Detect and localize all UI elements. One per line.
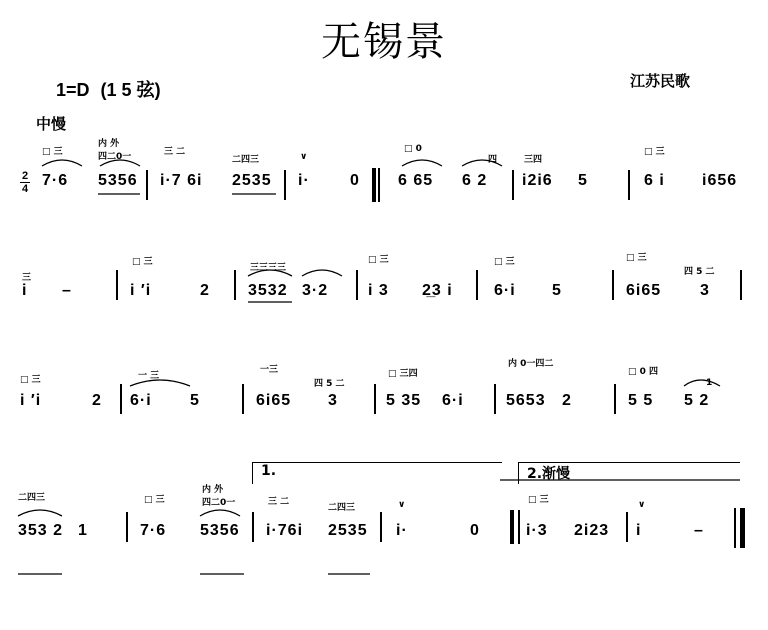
note-group: 5 2: [684, 392, 710, 409]
fingering-mark: □ 三: [626, 253, 647, 263]
time-sig-denominator: 4: [21, 183, 29, 195]
slur: [302, 270, 342, 276]
slur: [402, 160, 442, 166]
note-group: 6 2: [462, 172, 488, 189]
note-group: 2: [200, 282, 210, 299]
fingering-mark: □ 三: [144, 495, 165, 505]
note-group: 5 5: [628, 392, 654, 409]
note-group: i: [22, 282, 28, 299]
note-group: i·3: [526, 522, 548, 539]
fingering-mark: □ 三: [528, 495, 549, 505]
note-group: i·76i: [266, 522, 304, 539]
key-label: 1=D: [56, 80, 90, 100]
note-group: 3·2: [302, 282, 329, 299]
note-group: 0: [350, 172, 360, 189]
fingering-mark: 二四三: [232, 155, 260, 165]
note-group: 6i65: [626, 282, 662, 299]
fingering-mark: □ 三: [368, 255, 389, 265]
fingering-mark: □ 三: [494, 257, 515, 267]
note-group: 5: [190, 392, 200, 409]
fingering-mark: □ 三: [20, 375, 41, 385]
slur: [42, 160, 82, 166]
note-group: 6 i: [644, 172, 665, 189]
note-group: 7·6: [140, 522, 167, 539]
note-group: –: [62, 282, 72, 299]
note-group: 5356: [98, 172, 138, 189]
note-group: 0: [470, 522, 480, 539]
fingering-mark: 四 5 二: [314, 379, 345, 389]
note-group: 1: [78, 522, 88, 539]
note-group: 3: [328, 392, 338, 409]
fingering-mark: □ 三四: [388, 369, 418, 379]
note-group: 6 65: [398, 172, 434, 189]
note-group: 5 35: [386, 392, 422, 409]
fingering-mark: 三: [22, 273, 32, 283]
fingering-mark: 四 5 二: [684, 267, 715, 277]
fingering-mark: 二四三: [328, 503, 356, 513]
slur: [462, 160, 502, 166]
fingering-mark: 四: [488, 155, 498, 165]
fingering-mark: 内 外 四二0一: [202, 485, 236, 508]
fingering-mark: □ 三: [42, 147, 63, 157]
note-group: 2535: [232, 172, 272, 189]
note-group: 6·i: [442, 392, 464, 409]
note-group: 2535: [328, 522, 368, 539]
note-group: i ′i: [130, 282, 152, 299]
fingering-mark: □ 0 四: [628, 367, 659, 377]
note-group: i·7 6i: [160, 172, 203, 189]
fingering-mark: □ 三: [132, 257, 153, 267]
fingering-mark: 三三三三: [250, 263, 287, 273]
tempo-marking: 中慢: [36, 115, 67, 133]
tuning-label: (1 5 弦): [100, 80, 161, 100]
volta-first-ending: 1.: [252, 462, 502, 484]
fingering-mark: □ 0: [404, 144, 422, 154]
note-group: 3532: [248, 282, 288, 299]
note-group: 6·i: [130, 392, 152, 409]
time-sig-numerator: 2: [21, 170, 29, 182]
note-group: 2i23: [574, 522, 610, 539]
slur: [130, 380, 190, 386]
note-group: i·: [396, 522, 408, 539]
score-title: 无锡景: [321, 19, 447, 65]
note-group: 7·6: [42, 172, 69, 189]
note-group: 2: [92, 392, 102, 409]
bow-mark: ∨: [300, 152, 308, 162]
volta-second-ending: 2.渐慢: [518, 462, 740, 484]
note-group: 5653: [506, 392, 546, 409]
slur: [248, 270, 292, 276]
note-group: 2: [562, 392, 572, 409]
note-group: 353 2: [18, 522, 64, 539]
fingering-mark: 三 二: [164, 147, 186, 157]
bow-mark: ∨: [398, 500, 406, 510]
note-group: 6i65: [256, 392, 292, 409]
fingering-mark: 内 0一四二: [508, 359, 554, 369]
note-group: 3: [700, 282, 710, 299]
slur: [18, 510, 62, 516]
note-group: i656: [702, 172, 738, 189]
note-group: 5356: [200, 522, 240, 539]
note-group: –: [694, 522, 704, 539]
song-origin: 江苏民歌: [630, 72, 691, 90]
fingering-mark: 1: [706, 378, 713, 388]
fingering-mark: 二四三: [18, 493, 46, 503]
fingering-mark: 三 二: [268, 497, 290, 507]
fingering-mark: 三四: [524, 155, 543, 165]
slur: [684, 380, 720, 386]
note-group: i ′i: [20, 392, 42, 409]
note-group: 6·i: [494, 282, 516, 299]
note-group: i·: [298, 172, 310, 189]
note-group: i: [636, 522, 642, 539]
note-group: 5: [552, 282, 562, 299]
fingering-mark: 内 外 四二0一: [98, 139, 132, 162]
slur: [200, 510, 240, 516]
fingering-mark: □ 三: [644, 147, 665, 157]
note-group: i2i6: [522, 172, 553, 189]
fingering-mark: 一三: [260, 365, 279, 375]
note-group: 2̲3 i: [422, 282, 453, 299]
note-group: 5: [578, 172, 588, 189]
slur: [100, 160, 140, 166]
note-group: i 3: [368, 282, 389, 299]
bow-mark: ∨: [638, 500, 646, 510]
fingering-mark: 一 三: [138, 371, 160, 381]
